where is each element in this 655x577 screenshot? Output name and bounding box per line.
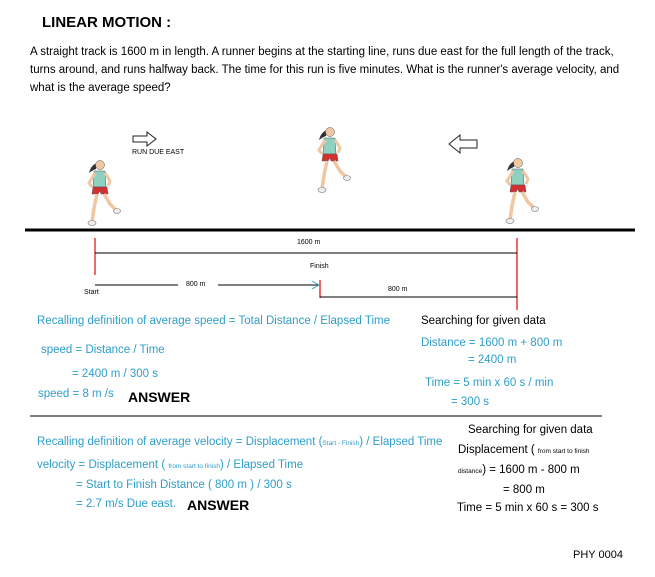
runner-start	[88, 161, 121, 226]
velocity-heading: Recalling definition of average velocity = Displacement (Start - Finish) / Elapsed Time	[37, 436, 443, 448]
speed-line-1: speed = Distance / Time	[41, 344, 165, 356]
given-displacement-1: Displacement ( from start to finish	[458, 444, 590, 456]
speed-line-2: = 2400 m / 300 s	[72, 368, 158, 380]
given-distance-1: Distance = 1600 m + 800 m	[421, 337, 563, 349]
half-left-label: 800 m	[186, 281, 206, 288]
given-time-3: Time = 5 min x 60 s = 300 s	[457, 502, 599, 514]
track-length-label: 1600 m	[297, 239, 321, 246]
velocity-line-1: velocity = Displacement ( from start to finish) / Elapsed Time	[37, 459, 304, 471]
page-title: LINEAR MOTION :	[42, 14, 172, 31]
given-displacement-2: distance) = 1600 m - 800 m	[458, 464, 580, 476]
finish-label: Finish	[310, 263, 329, 270]
speed-heading: Recalling definition of average speed = Total Distance / Elapsed Time	[37, 315, 390, 327]
start-label: Start	[84, 289, 99, 296]
problem-statement: A straight track is 1600 m in length. A runner begins at the starting line, runs due east for the full length of the track, turns around, and runs halfway back. The time for this run is five minutes. What is the runner's average velocity, and what is the average speed?	[30, 46, 620, 94]
runner-return	[506, 159, 539, 224]
runner-finish	[318, 128, 351, 193]
velocity-line-2: = Start to Finish Distance ( 800 m ) / 300 s	[76, 479, 292, 491]
given-time-2: = 300 s	[451, 396, 490, 408]
velocity-answer-label: ANSWER	[187, 497, 250, 513]
footer-code: PHY 0004	[573, 549, 623, 561]
given-data-heading-2: Searching for given data	[468, 424, 593, 436]
given-data-heading-1: Searching for given data	[421, 315, 546, 327]
speed-line-3: speed = 8 m /s	[38, 388, 114, 400]
run-due-east-label: RUN DUE EAST	[132, 149, 185, 156]
arrow-left-icon	[449, 135, 477, 153]
velocity-line-3: = 2.7 m/s Due east.	[76, 498, 177, 510]
given-distance-2: = 2400 m	[468, 354, 517, 366]
given-displacement-3: = 800 m	[503, 484, 545, 496]
given-time-1: Time = 5 min x 60 s / min	[425, 377, 554, 389]
speed-answer-label: ANSWER	[128, 389, 191, 405]
arrow-right-icon	[133, 132, 156, 146]
half-right-label: 800 m	[388, 286, 408, 293]
